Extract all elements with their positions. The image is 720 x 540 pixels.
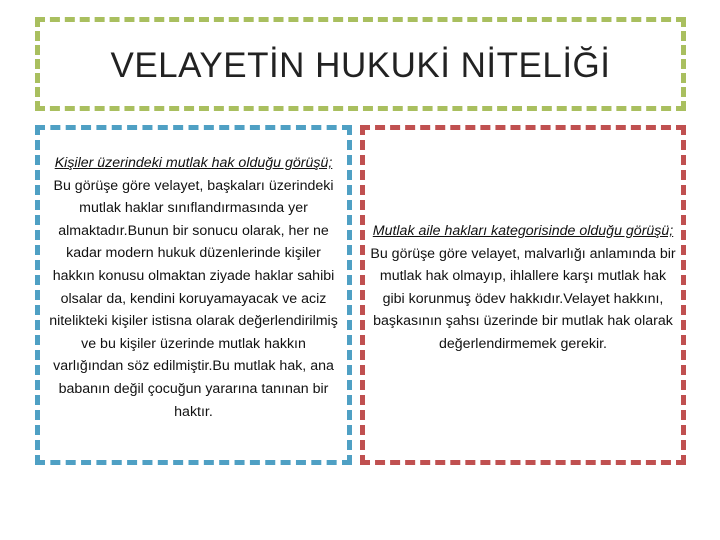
left-heading: Kişiler üzerindeki mutlak hak olduğu görüşü; [54,155,333,171]
slide-title: VELAYETİN HUKUKİ NİTELİĞİ [110,46,611,85]
right-heading: Mutlak aile hakları kategorisinde olduğu görüşü; [372,223,674,239]
left-column [46,152,341,423]
left-body: Bu görüşe göre velayet, başkaları üzerindeki mutlak haklar sınıflandırmasında yer almaktadır.Bunun bir sonucu olarak, her ne kadar modern hukuk düzenlerinde kişiler hakkın konusu olmaktan ziyade haklar sahibi olsalar da, kendini koruyamayacak ve aciz nitelikteki kişiler istisna olarak değerlendirilmiş ve bu kişiler üzerinde mutlak hakkın varlığından söz edilmiştir.Bu mutlak hak, ana babanın değil çocuğun yararına tanınan bir haktır. [49,177,338,420]
right-body: Bu görüşe göre velayet, malvarlığı anlamında bir mutlak hak olmayıp, ihlallere karşı mutlak hak gibi korunmuş ödev hakkıdır.Velayet hakkını, başkasının şahsı üzerinde bir mutlak hak olarak değerlendirmemek gerekir. [370,245,676,352]
left-content-box [35,125,352,465]
right-content-box [360,125,686,465]
title-box [35,17,686,111]
right-column [369,220,677,356]
